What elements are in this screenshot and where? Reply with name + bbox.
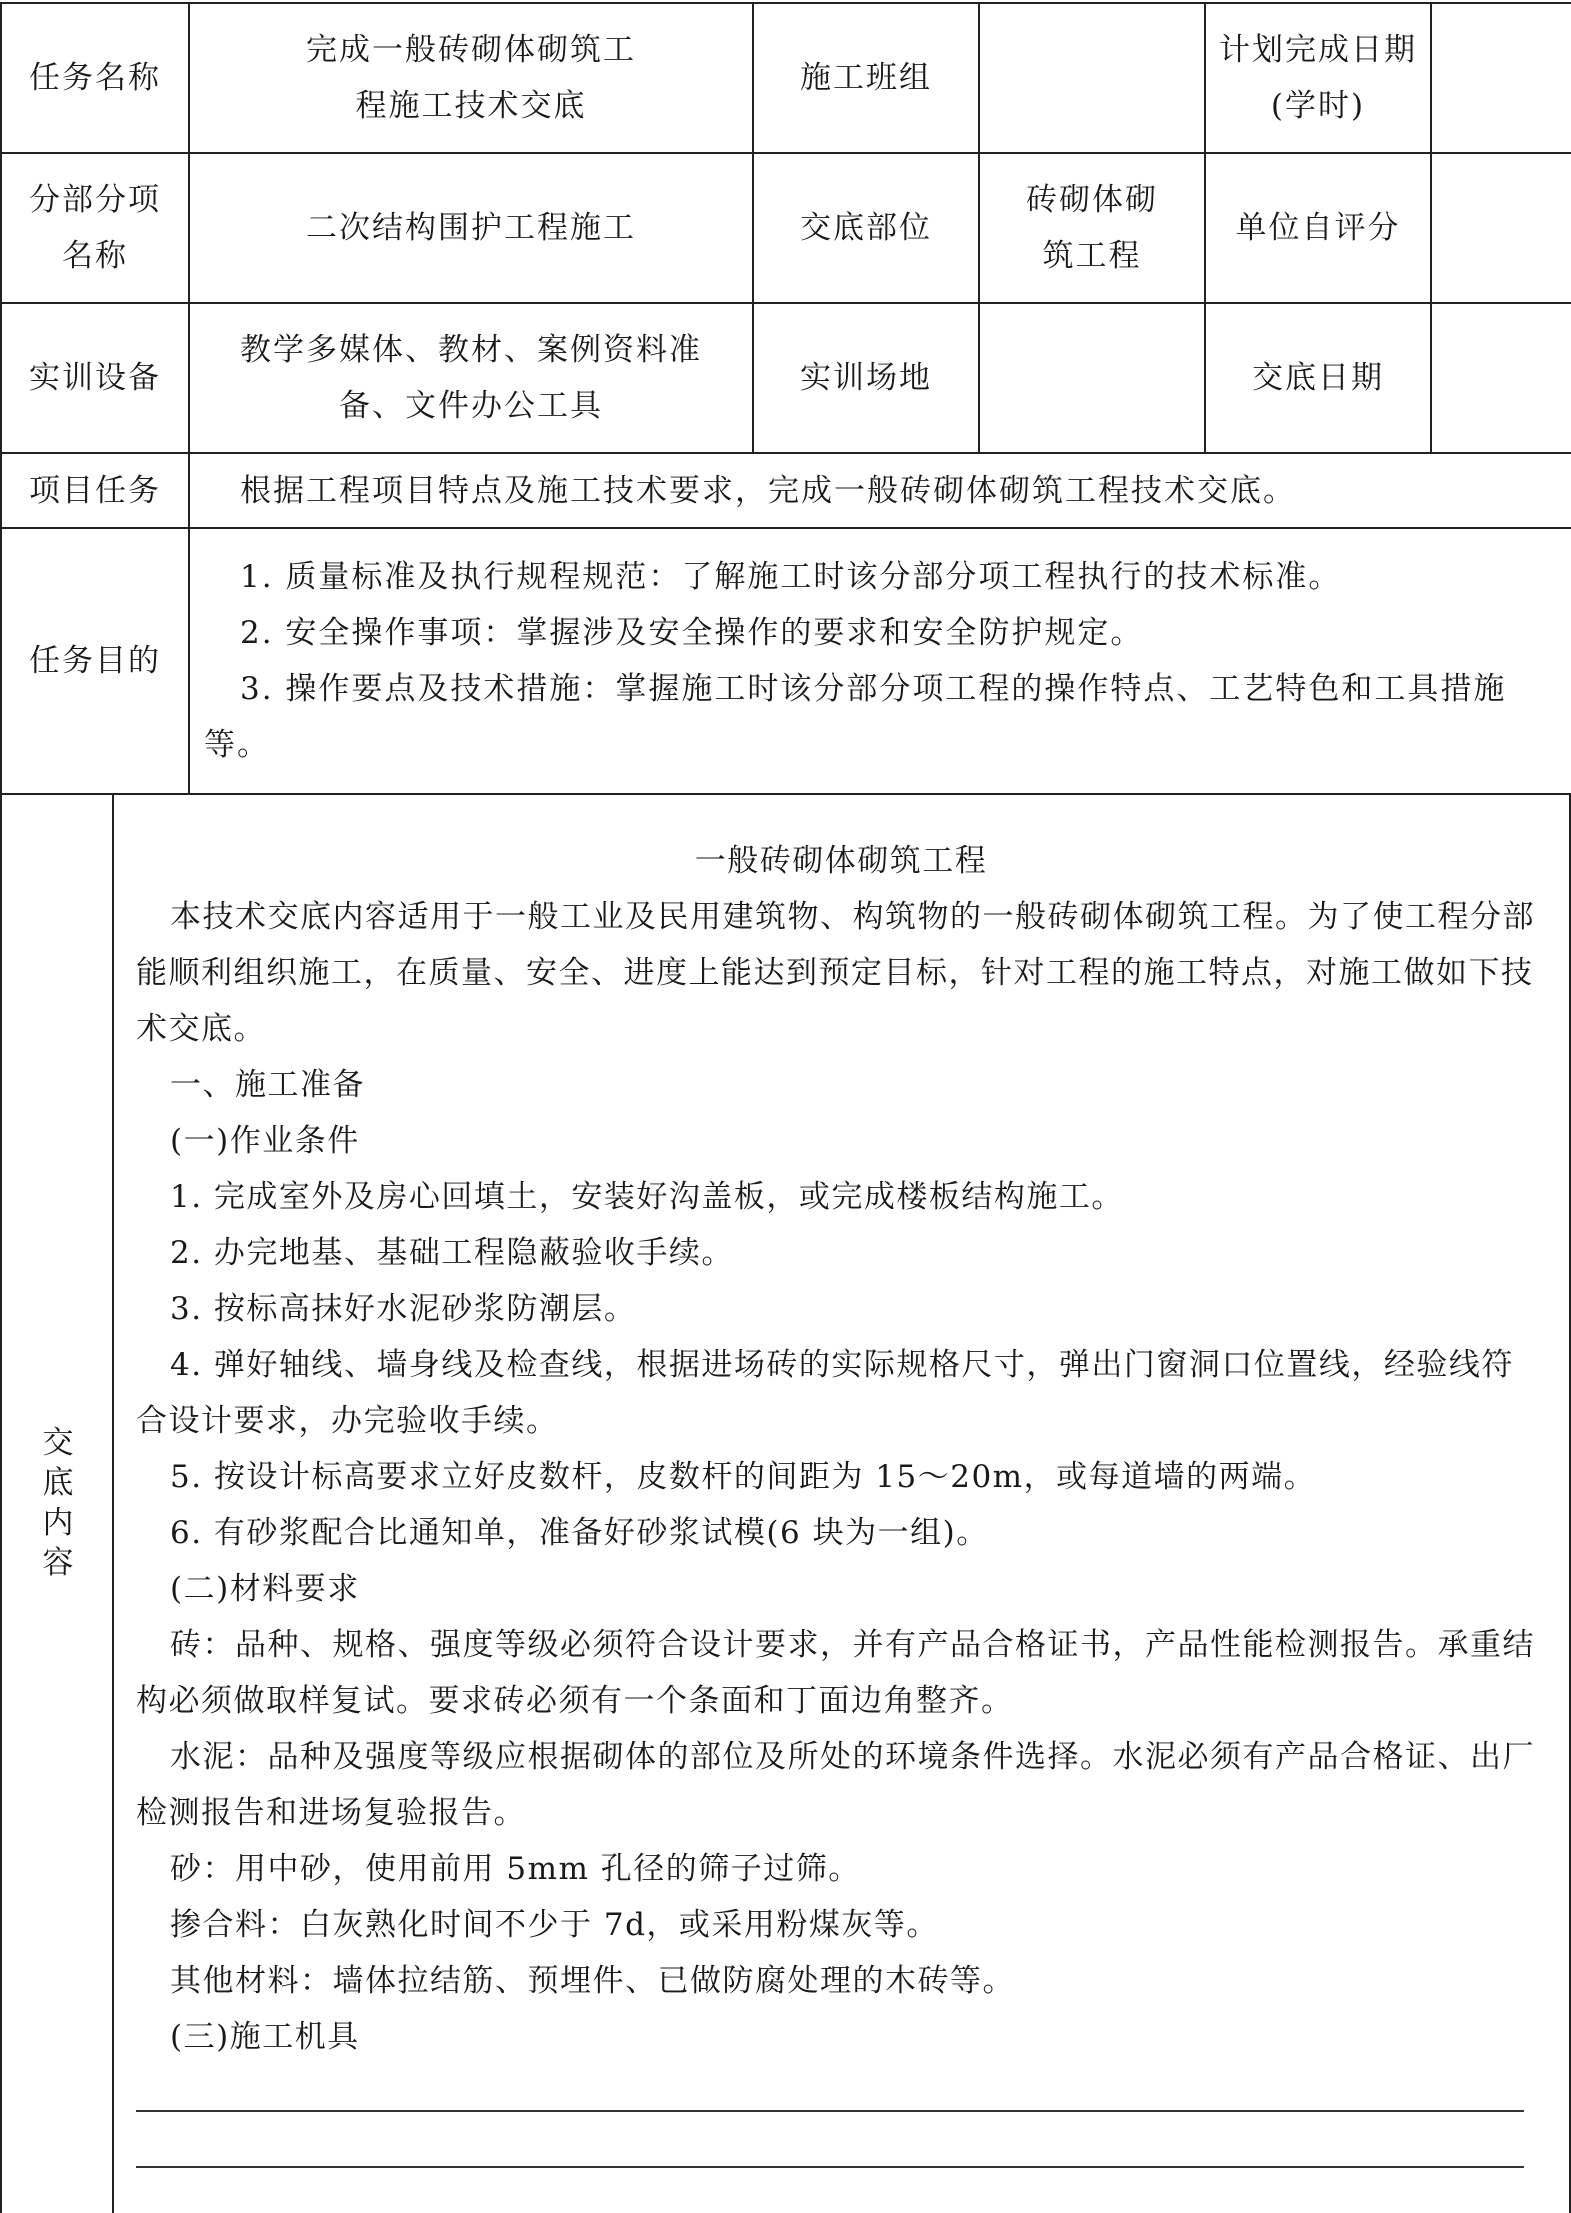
- goal-item: 3. 操作要点及技术措施：掌握施工时该分部分项工程的操作特点、工艺特色和工具措施等。: [204, 671, 1507, 763]
- info-table: [0, 2, 1571, 795]
- material-item: 掺合料：白灰熟化时间不少于 7d，或采用粉煤灰等。: [170, 1907, 939, 1943]
- table-row: [1, 528, 1571, 794]
- goal-item: 1. 质量标准及执行规程规范：了解施工时该分部分项工程执行的技术标准。: [240, 559, 1342, 595]
- subheading-conditions: (一)作业条件: [170, 1123, 360, 1159]
- task-name-label: 任务名称: [1, 3, 189, 153]
- subheading-tools: (三)施工机具: [170, 2019, 360, 2055]
- self-score-value: [1431, 153, 1571, 303]
- heading-preparation: 一、施工准备: [170, 1067, 365, 1103]
- equipment-label: 实训设备: [1, 303, 189, 453]
- intro-paragraph: 本技术交底内容适用于一般工业及民用建筑物、构筑物的一般砖砌体砌筑工程。为了使工程分部能顺利组织施工，在质量、安全、进度上能达到预定目标，针对工程的施工特点，对施工做如下技术交底。: [136, 899, 1535, 1047]
- plan-date-value: [1431, 3, 1571, 153]
- blank-line: [136, 2166, 1524, 2168]
- subitem-label: 分部分项名称: [1, 153, 189, 303]
- material-item: 水泥：品种及强度等级应根据砌体的部位及所处的环境条件选择。水泥必须有产品合格证、出厂检测报告和进场复验报告。: [136, 1739, 1535, 1831]
- goal-label: 任务目的: [1, 528, 189, 794]
- list-item: 1. 完成室外及房心回填土，安装好沟盖板，或完成楼板结构施工。: [170, 1179, 1124, 1215]
- list-item: 5. 按设计标高要求立好皮数杆，皮数杆的间距为 15～20m，或每道墙的两端。: [170, 1459, 1317, 1495]
- table-row: [1, 453, 1571, 528]
- location-value: 砖砌体砌筑工程: [979, 153, 1205, 303]
- self-score-label: 单位自评分: [1205, 153, 1431, 303]
- subheading-materials: (二)材料要求: [170, 1571, 360, 1607]
- date-value: [1431, 303, 1571, 453]
- site-value: [979, 303, 1205, 453]
- plan-date-label: 计划完成日期(学时): [1205, 3, 1431, 153]
- subitem-value: 二次结构围护工程施工: [189, 153, 753, 303]
- side-label: 交底内容: [42, 1425, 74, 1581]
- list-item: 2. 办完地基、基础工程隐蔽验收手续。: [170, 1235, 734, 1271]
- list-item: 6. 有砂浆配合比通知单，准备好砂浆试模(6 块为一组)。: [170, 1515, 989, 1551]
- table-row: [1, 153, 1571, 303]
- project-task-value: 根据工程项目特点及施工技术要求，完成一般砖砌体砌筑工程技术交底。: [189, 453, 1571, 528]
- team-label: 施工班组: [753, 3, 979, 153]
- location-label: 交底部位: [753, 153, 979, 303]
- goal-item: 2. 安全操作事项：掌握涉及安全操作的要求和安全防护规定。: [240, 615, 1144, 651]
- team-value: [979, 3, 1205, 153]
- task-name-value: 完成一般砖砌体砌筑工程施工技术交底: [189, 3, 753, 153]
- goal-cell: [189, 528, 1571, 794]
- material-item: 其他材料：墙体拉结筋、预埋件、已做防腐处理的木砖等。: [170, 1963, 1015, 1999]
- date-label: 交底日期: [1205, 303, 1431, 453]
- blank-line: [136, 2110, 1524, 2112]
- list-item: 4. 弹好轴线、墙身线及检查线，根据进场砖的实际规格尺寸，弹出门窗洞口位置线，经验线符合设计要求，办完验收手续。: [136, 1347, 1514, 1439]
- disclosure-content: [136, 833, 1546, 2065]
- side-label-cell: [2, 793, 114, 2213]
- project-task-label: 项目任务: [1, 453, 189, 528]
- section-title: 一般砖砌体砌筑工程: [694, 843, 988, 879]
- list-item: 3. 按标高抹好水泥砂浆防潮层。: [170, 1291, 637, 1327]
- material-item: 砂：用中砂，使用前用 5mm 孔径的筛子过筛。: [170, 1851, 861, 1887]
- table-row: [1, 3, 1571, 153]
- material-item: 砖：品种、规格、强度等级必须符合设计要求，并有产品合格证书，产品性能检测报告。承重结构必须做取样复试。要求砖必须有一个条面和丁面边角整齐。: [136, 1627, 1535, 1719]
- table-row: [1, 303, 1571, 453]
- site-label: 实训场地: [753, 303, 979, 453]
- equipment-value: 教学多媒体、教材、案例资料准备、文件办公工具: [189, 303, 753, 453]
